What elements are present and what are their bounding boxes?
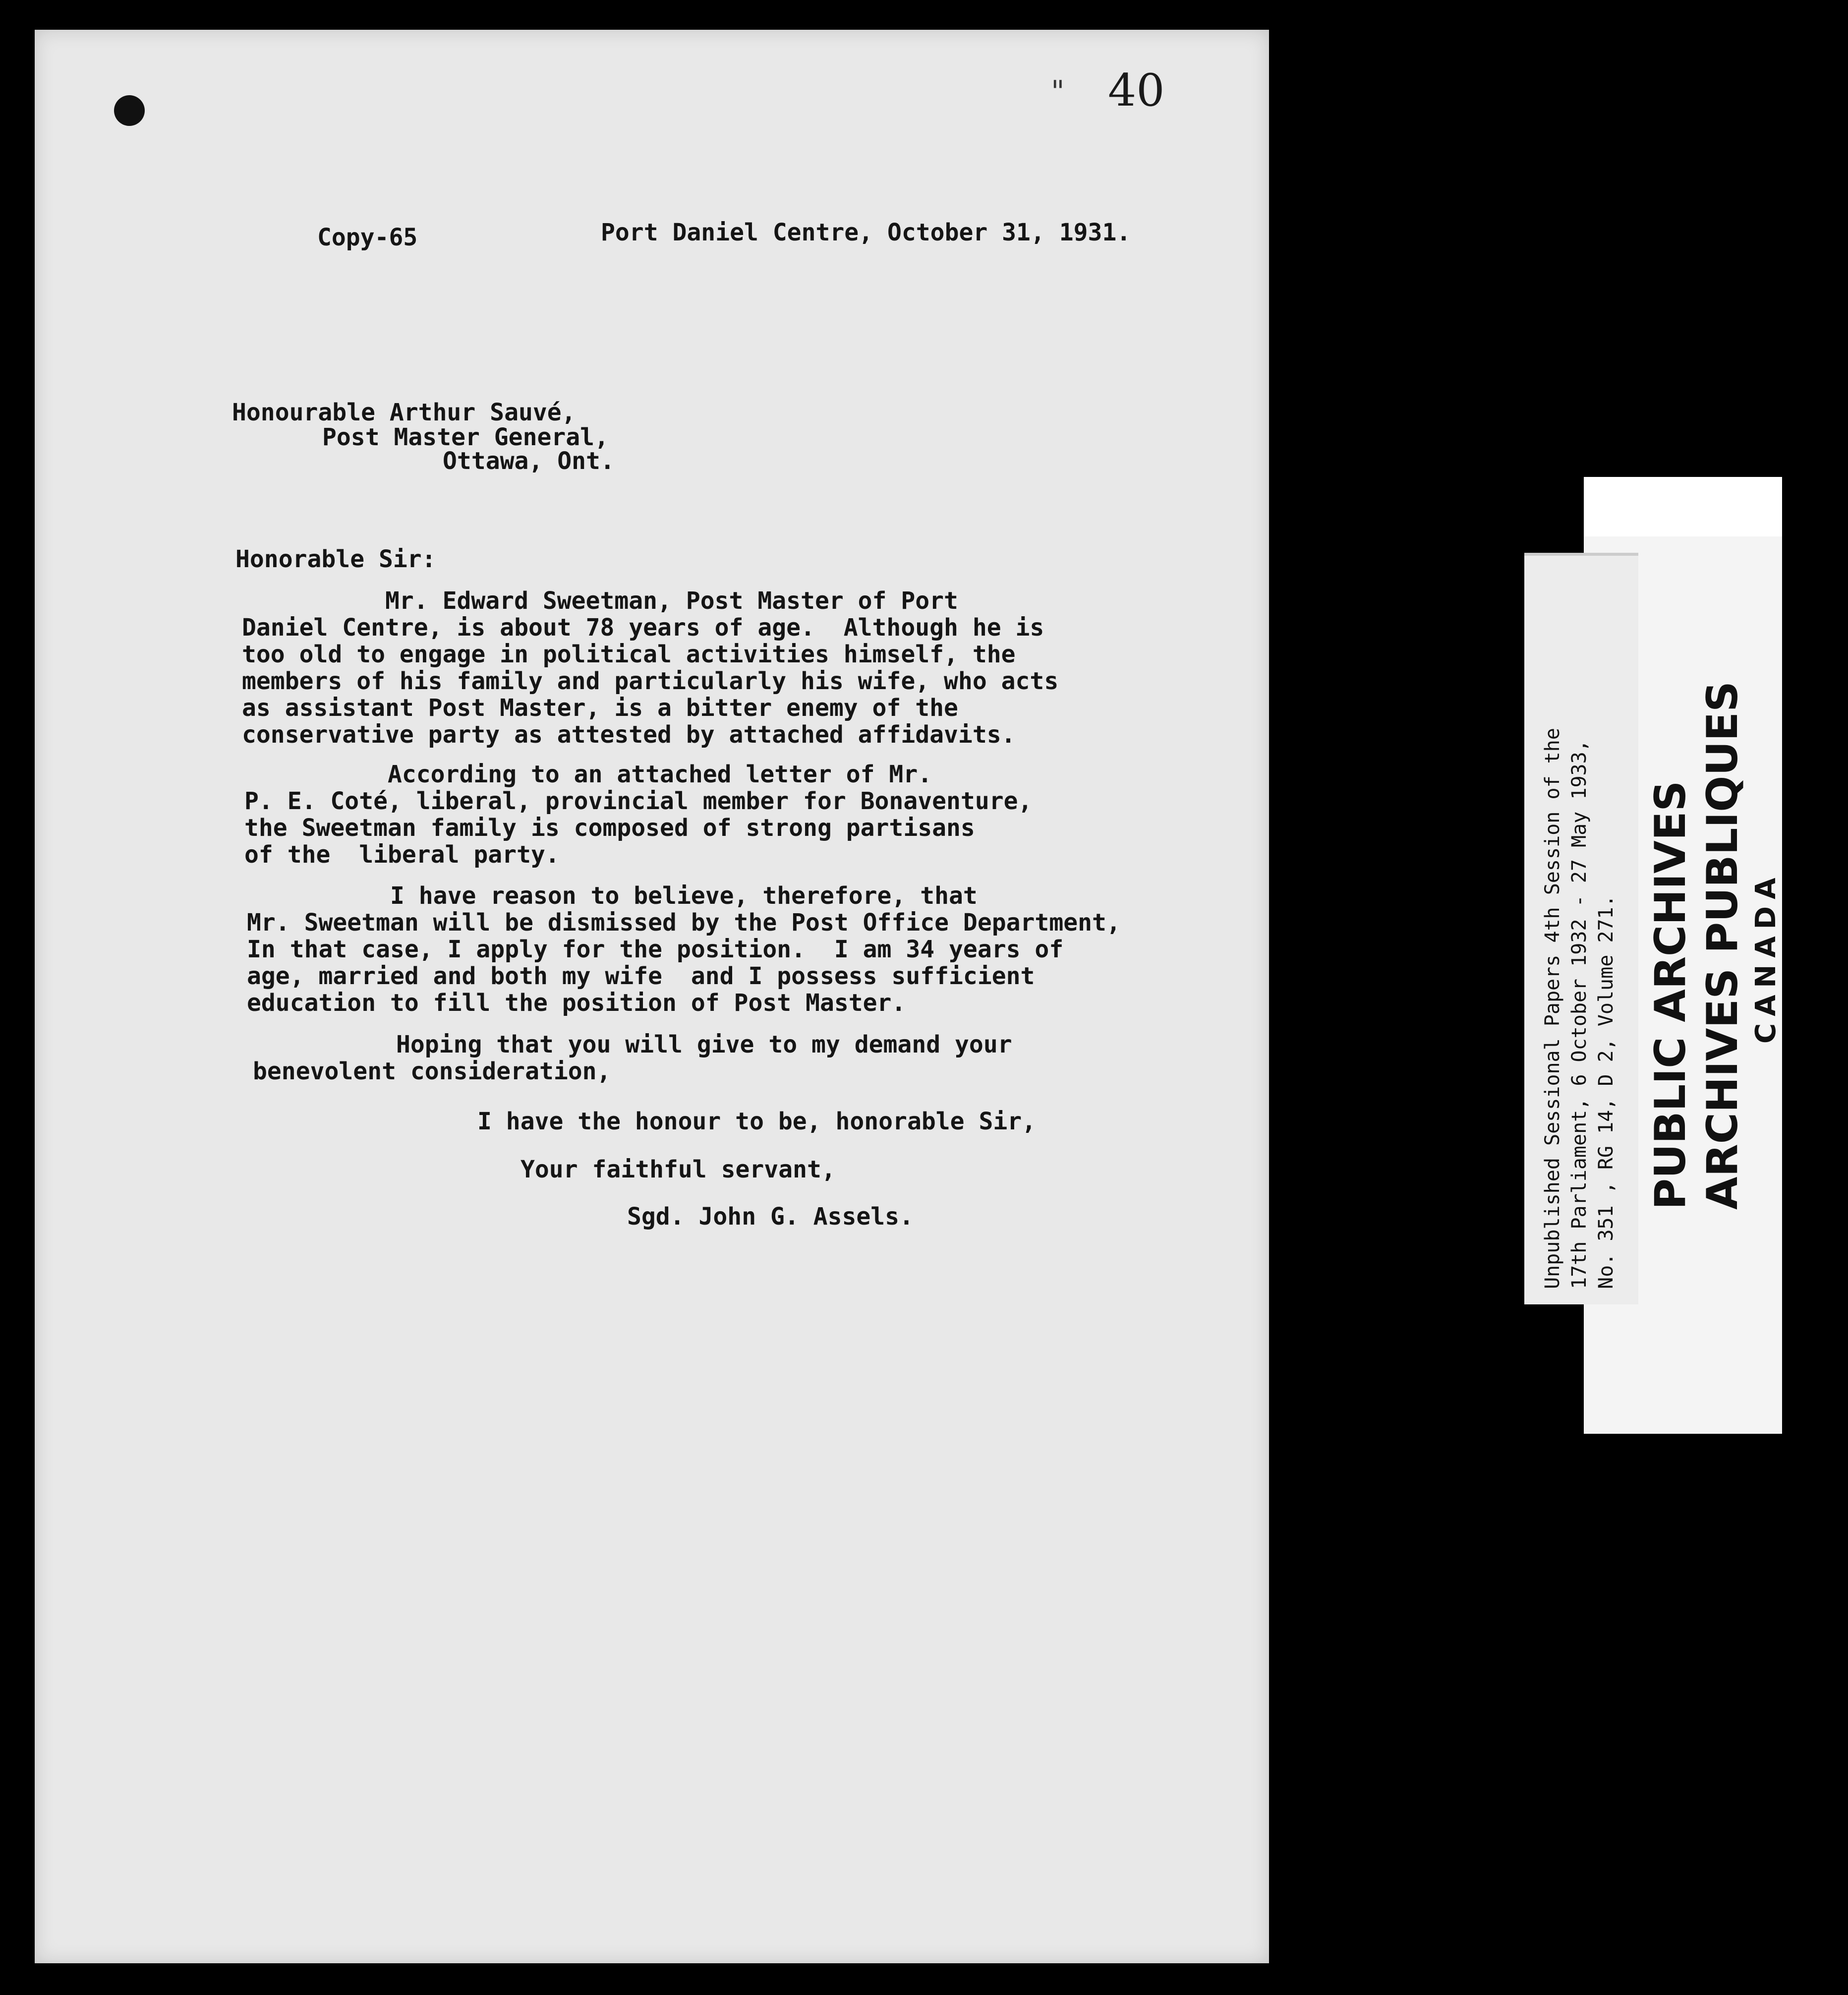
- paragraph-1-line: as assistant Post Master, is a bitter enemy of the: [242, 694, 958, 722]
- paragraph-2-line: According to an attached letter of Mr.: [244, 761, 932, 788]
- citation-line: 17th Parliament, 6 October 1932 - 27 May 1933,: [1568, 740, 1591, 1289]
- punch-hole: [114, 95, 145, 126]
- paragraph-1-line: Daniel Centre, is about 78 years of age. Although he is: [242, 614, 1044, 642]
- archive-stamp-line-2: ARCHIVES PUBLIQUES: [1698, 681, 1747, 1210]
- address-line-3: Ottawa, Ont.: [443, 447, 615, 475]
- copy-label: Copy-65: [317, 224, 418, 251]
- paragraph-3-line: In that case, I apply for the position. I am 34 years of: [247, 936, 1064, 963]
- paragraph-3-line: Mr. Sweetman will be dismissed by the Post Office Department,: [247, 909, 1121, 937]
- paragraph-4-line: benevolent consideration,: [253, 1057, 611, 1085]
- address-line-2: Post Master General,: [322, 423, 609, 451]
- paragraph-2: [244, 761, 1032, 868]
- paragraph-3-line: I have reason to believe, therefore, that: [247, 882, 978, 910]
- paragraph-1-line: members of his family and particularly his wife, who acts: [242, 667, 1059, 695]
- paragraph-4-line: Hoping that you will give to my demand your: [253, 1031, 1012, 1058]
- paragraph-2-line: of the liberal party.: [244, 841, 560, 869]
- paragraph-3-line: age, married and both my wife and I possess sufficient: [247, 962, 1035, 990]
- paragraph-1-line: conservative party as attested by attached affidavits.: [242, 721, 1016, 749]
- salutation: Honorable Sir:: [235, 545, 436, 573]
- paragraph-3: [247, 882, 1121, 1016]
- citation-line: Unpublished Sessional Papers 4th Session of the: [1541, 728, 1564, 1289]
- archive-stamp-line-1: PUBLIC ARCHIVES: [1646, 780, 1695, 1210]
- page-mark: ": [1051, 74, 1065, 109]
- paragraph-2-line: P. E. Coté, liberal, provincial member for Bonaventure,: [244, 787, 1033, 815]
- place-date: Port Daniel Centre, October 31, 1931.: [601, 219, 1131, 246]
- signature: Sgd. John G. Assels.: [627, 1203, 914, 1231]
- closing: I have the honour to be, honorable Sir,: [477, 1108, 1037, 1135]
- archive-citation: [1539, 728, 1619, 1289]
- valediction: Your faithful servant,: [520, 1156, 836, 1183]
- paragraph-2-line: the Sweetman family is composed of strong partisans: [244, 814, 975, 842]
- paragraph-3-line: education to fill the position of Post Master.: [247, 989, 906, 1017]
- paragraph-4: [253, 1031, 1012, 1085]
- paragraph-1: [242, 587, 1058, 748]
- archive-tag-top: [1584, 477, 1782, 536]
- paragraph-1-line: too old to engage in political activities himself, the: [242, 641, 1016, 668]
- page-number: 40: [1108, 64, 1165, 117]
- archive-stamp-line-3: CANADA: [1750, 871, 1782, 1044]
- address-line-1: Honourable Arthur Sauvé,: [232, 399, 576, 426]
- paragraph-1-line: Mr. Edward Sweetman, Post Master of Port: [242, 587, 958, 615]
- citation-line: No. 351 , RG 14, D 2, Volume 271.: [1595, 895, 1617, 1289]
